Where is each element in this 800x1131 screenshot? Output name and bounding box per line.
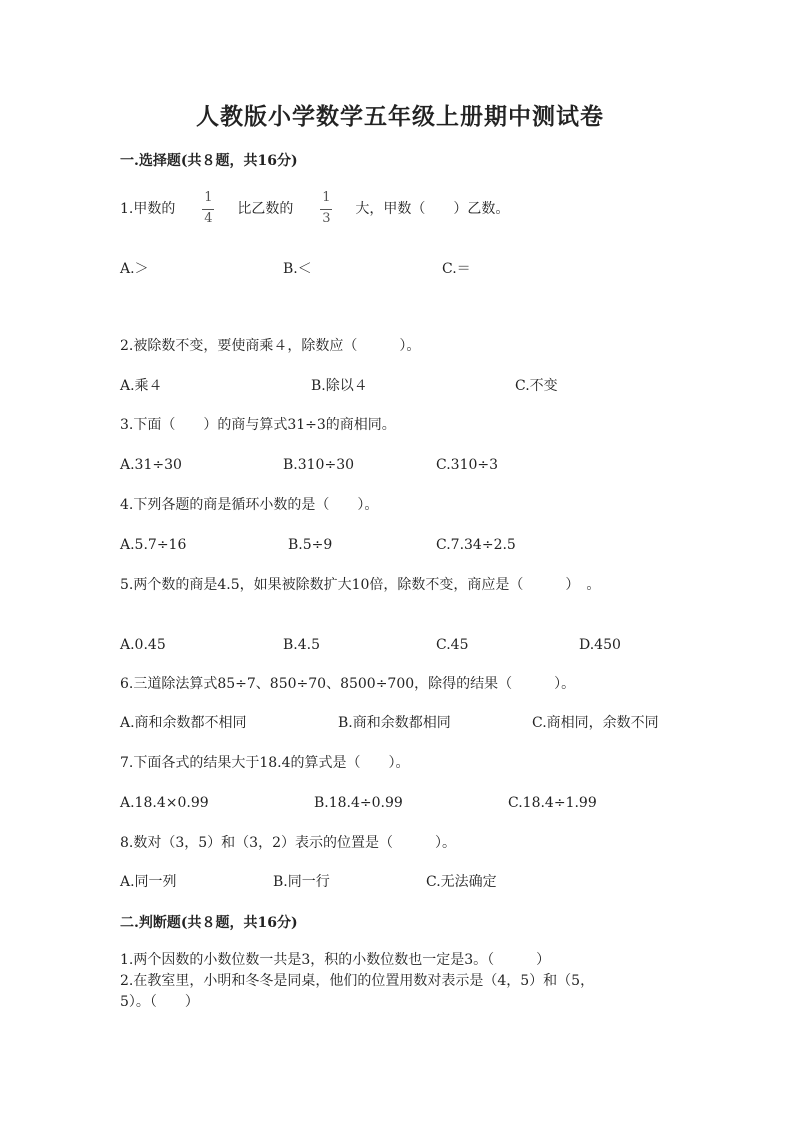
fraction-1-denominator: 4 — [204, 211, 213, 226]
judgement-line-2: 2.在教室里，小明和冬冬是同桌，他们的位置用数对表示是（4，5）和（5， — [120, 973, 595, 989]
option-8a: A.同一列 — [120, 874, 177, 890]
options-7 — [120, 793, 720, 813]
option-4b: B.5÷9 — [288, 537, 333, 553]
options-2 — [120, 376, 720, 396]
option-1c: C.＝ — [442, 261, 471, 277]
option-1b: B.＜ — [283, 261, 312, 277]
fraction-2-denominator: 3 — [322, 211, 331, 226]
option-2a: A.乘４ — [120, 378, 163, 394]
option-7a: A.18.4×0.99 — [120, 795, 209, 811]
question-1 — [120, 190, 509, 228]
option-8b: B.同一行 — [273, 874, 330, 890]
section-title-judgement: 二.判断题(共８题，共16分) — [120, 915, 298, 931]
options-8 — [120, 872, 720, 892]
option-7b: B.18.4÷0.99 — [314, 795, 403, 811]
question-2: 2.被除数不变，要使商乘４，除数应（ ）。 — [120, 338, 421, 354]
options-4 — [120, 535, 720, 555]
question-5: 5.两个数的商是4.5，如果被除数扩大10倍，除数不变，商应是（ ） 。 — [120, 577, 601, 593]
option-6a: A.商和余数都不相同 — [120, 715, 247, 731]
question-6: 6.三道除法算式85÷7、850÷70、8500÷700，除得的结果（ ）。 — [120, 676, 576, 692]
options-6 — [120, 713, 720, 733]
options-3 — [120, 455, 720, 475]
fraction-bar — [202, 209, 214, 210]
fraction-2-numerator: 1 — [322, 190, 331, 205]
option-3b: B.310÷30 — [283, 457, 355, 473]
question-7: 7.下面各式的结果大于18.4的算式是（ ）。 — [120, 755, 410, 771]
option-7c: C.18.4÷1.99 — [508, 795, 597, 811]
option-5c: C.45 — [436, 637, 469, 653]
option-1a: A.＞ — [120, 261, 149, 277]
question-1-pre: 1.甲数的 — [120, 201, 176, 217]
question-4: 4.下列各题的商是循环小数的是（ ）。 — [120, 497, 379, 513]
options-1 — [120, 259, 720, 279]
option-5a: A.0.45 — [120, 637, 166, 653]
option-6b: B.商和余数都相同 — [338, 715, 451, 731]
judgement-line-1: 1.两个因数的小数位数一共是3，积的小数位数也一定是3。（ ） — [120, 952, 551, 968]
question-1-post: 大，甲数（ ）乙数。 — [355, 201, 510, 217]
question-3: 3.下面（ ）的商与算式31÷3的商相同。 — [120, 417, 396, 433]
option-5d: D.450 — [579, 637, 621, 653]
option-4a: A.5.7÷16 — [120, 537, 187, 553]
fraction-bar — [320, 209, 332, 210]
judgement-line-3: 5）。（ ） — [120, 994, 199, 1010]
options-5 — [120, 635, 720, 655]
fraction-1-numerator: 1 — [204, 190, 213, 205]
section-title-choice: 一.选择题(共８题，共16分) — [120, 153, 298, 169]
option-2b: B.除以４ — [311, 378, 368, 394]
option-6c: C.商相同，余数不同 — [532, 715, 659, 731]
option-3c: C.310÷3 — [436, 457, 499, 473]
question-1-mid: 比乙数的 — [237, 201, 294, 217]
page-title: 人教版小学数学五年级上册期中测试卷 — [196, 103, 604, 130]
fraction-2 — [319, 190, 333, 228]
question-8: 8.数对（3，5）和（3，2）表示的位置是（ ）。 — [120, 835, 456, 851]
fraction-1 — [201, 190, 215, 228]
option-2c: C.不变 — [515, 378, 558, 394]
option-3a: A.31÷30 — [120, 457, 182, 473]
option-4c: C.7.34÷2.5 — [436, 537, 516, 553]
option-5b: B.4.5 — [283, 637, 321, 653]
option-8c: C.无法确定 — [426, 874, 497, 890]
